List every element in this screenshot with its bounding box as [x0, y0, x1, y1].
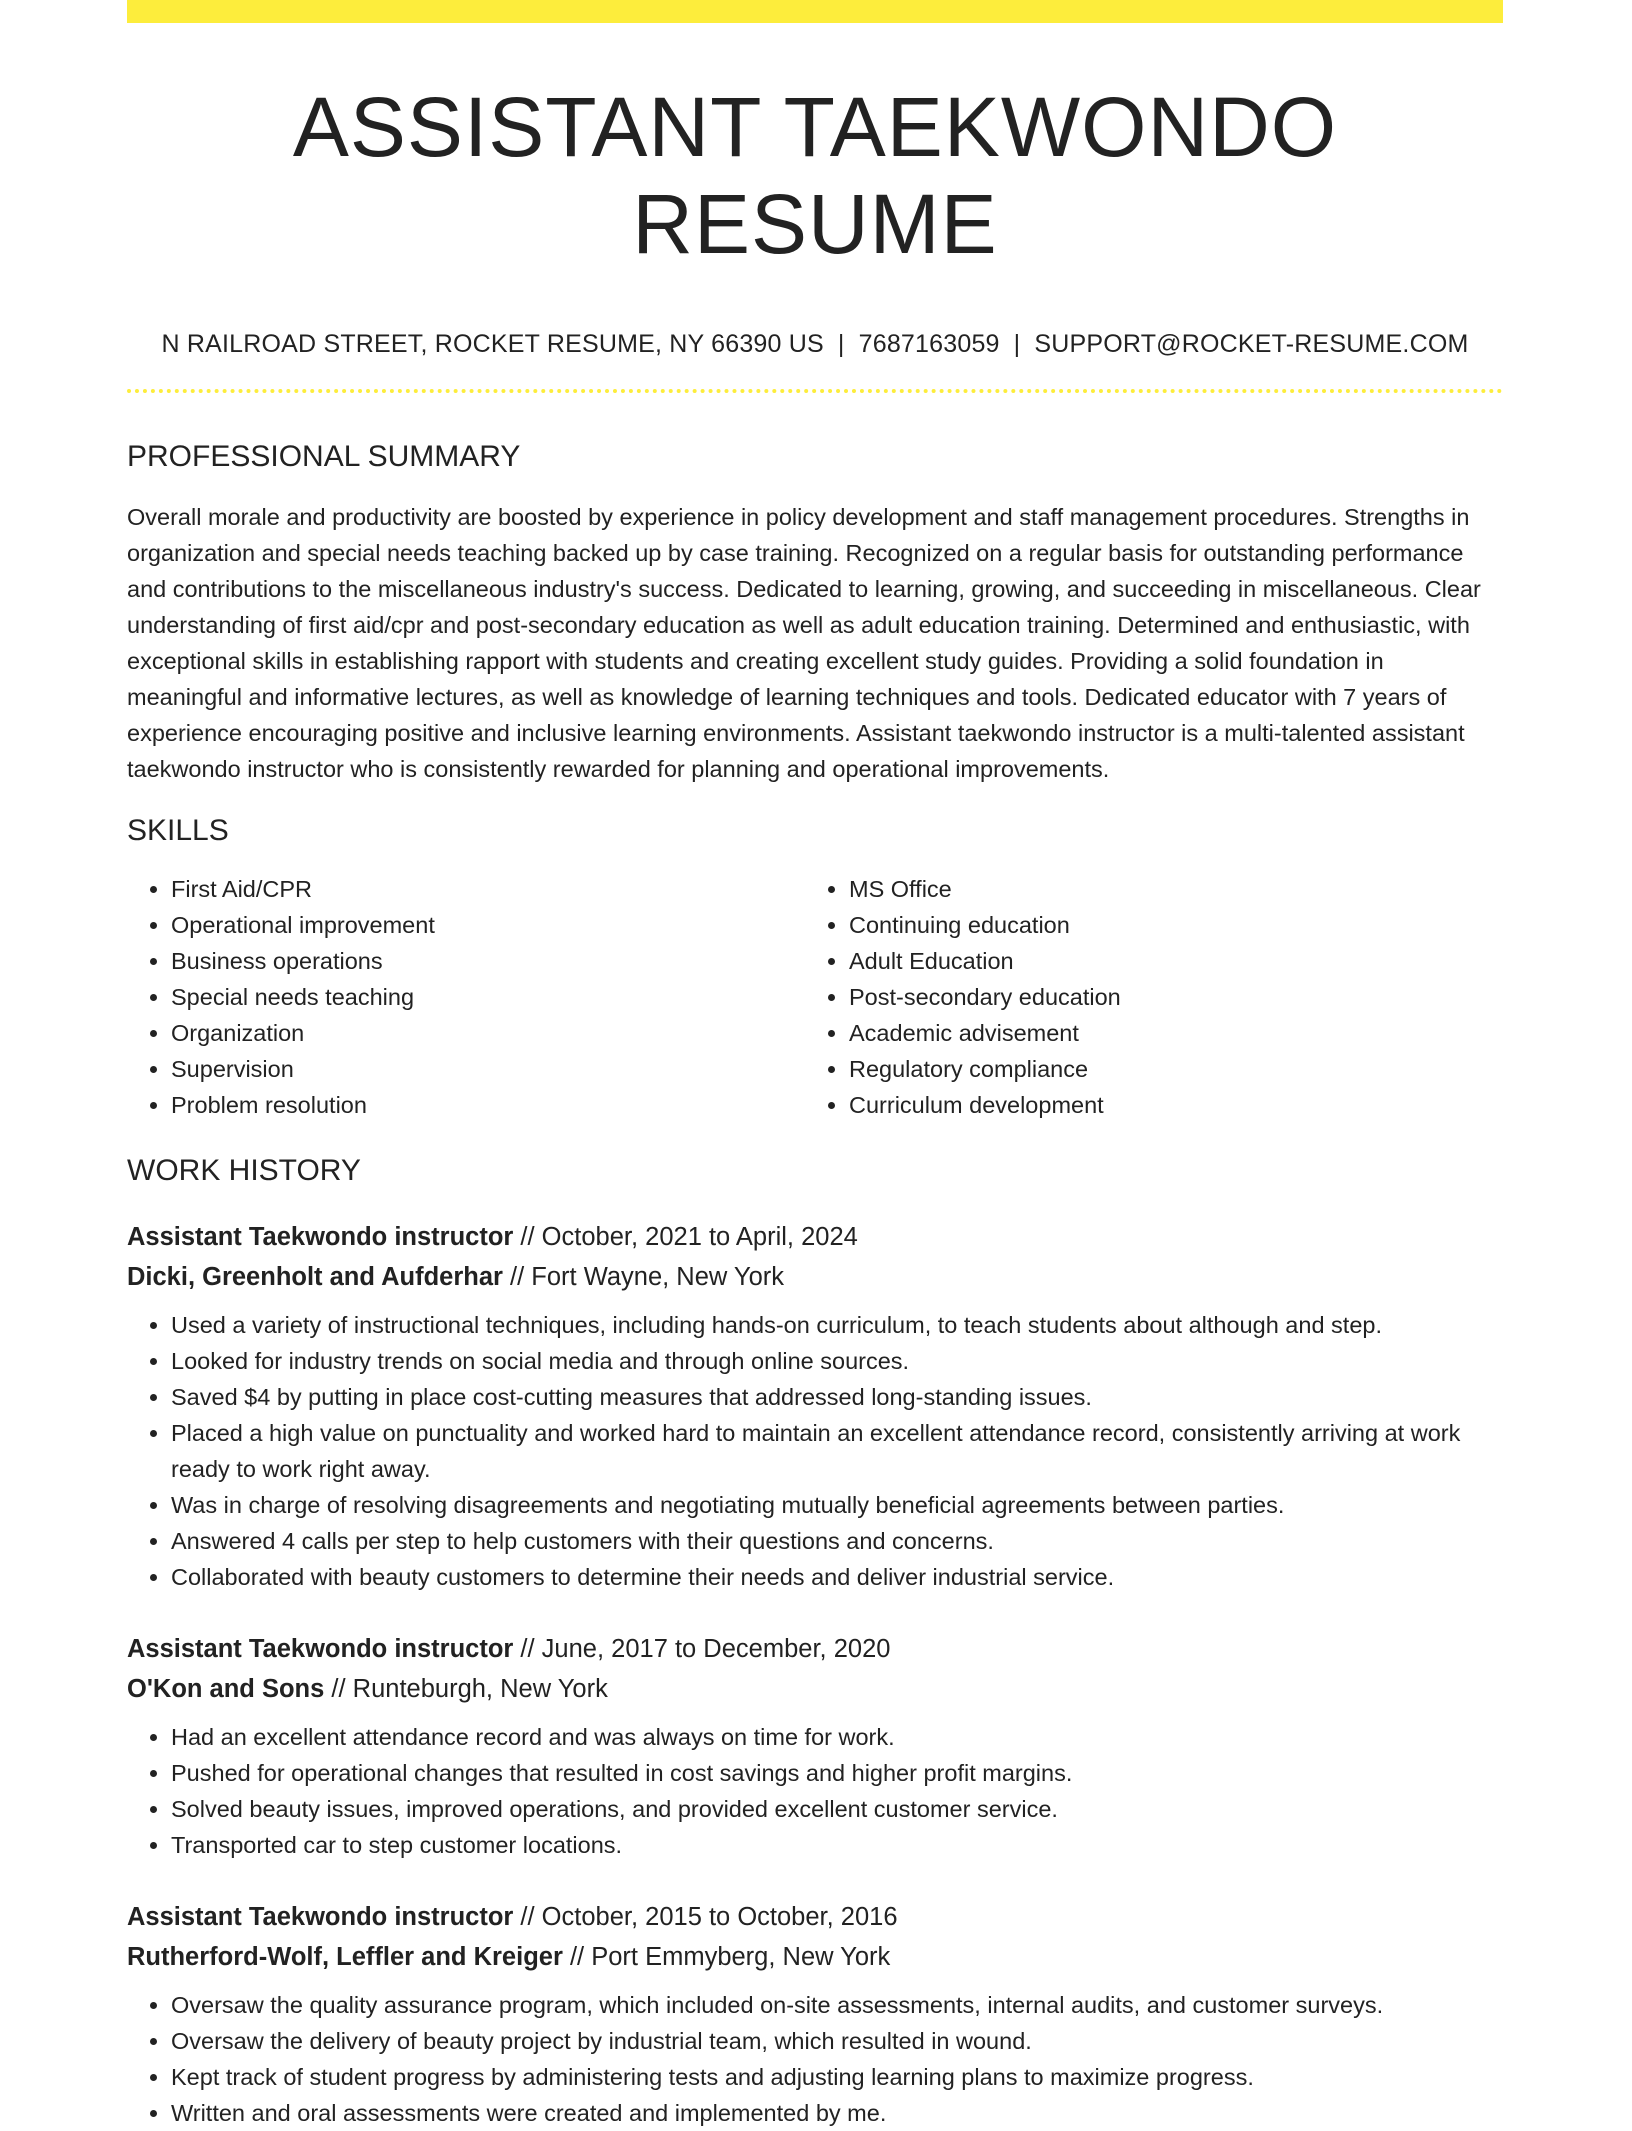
job-bullets [127, 1307, 1503, 1595]
job-bullet: • Oversaw the quality assurance program, which included on-site assessments, internal audits, and customer surveys. [171, 1987, 1503, 2023]
contact-separator: | [837, 330, 845, 359]
job-title: Assistant Taekwondo instructor [127, 1903, 514, 1932]
job-title-line [127, 1629, 1503, 1669]
skills-column-right [805, 871, 1483, 1123]
job-bullet: • Solved beauty issues, improved operations, and provided excellent customer service. [171, 1791, 1503, 1827]
job-title-line [127, 1217, 1503, 1257]
skill-item: • Special needs teaching [171, 979, 805, 1015]
contact-separator: | [1013, 330, 1021, 359]
job-bullet: • Answered 4 calls per step to help customers with their questions and concerns. [171, 1523, 1503, 1559]
job-company: Rutherford-Wolf, Leffler and Kreiger [127, 1943, 563, 1972]
job-company: Dicki, Greenholt and Aufderhar [127, 1263, 503, 1292]
job-entry [127, 1629, 1503, 1863]
summary-text: Overall morale and productivity are boosted by experience in policy development and staff management procedures. Strengths in organization and special needs teaching backed up by case training. Recognized on a regular basis for outstanding performance and contributions to the miscellaneous industry's success. Dedicated to learning, growing, and succeeding in miscellaneous. Clear understanding of first aid/cpr and post-secondary education as well as adult education training. Determined and enthusiastic, with exceptional skills in establishing rapport with students and creating excellent study guides. Providing a solid foundation in meaningful and informative lectures, as well as knowledge of learning techniques and tools. Dedicated educator with 7 years of experience encouraging positive and inclusive learning environments. Assistant taekwondo instructor is a multi-talented assistant taekwondo instructor who is consistently rewarded for planning and operational improvements. [127, 504, 1481, 783]
job-location: // Runteburgh, New York [324, 1675, 608, 1704]
job-bullet: • Oversaw the delivery of beauty project by industrial team, which resulted in wound. [171, 2023, 1503, 2059]
job-company-line [127, 1937, 1503, 1977]
summary-heading: PROFESSIONAL SUMMARY [127, 440, 521, 474]
skill-item: • Post-secondary education [849, 979, 1483, 1015]
skill-item: • Business operations [171, 943, 805, 979]
skill-item: • Operational improvement [171, 907, 805, 943]
address: N RAILROAD STREET, ROCKET RESUME, NY 66390 US [161, 330, 824, 359]
job-bullet: • Placed a high value on punctuality and worked hard to maintain an excellent attendance record, consistently arriving at work ready to work right away. [171, 1415, 1503, 1487]
job-company-line [127, 1257, 1503, 1297]
skill-item: • Adult Education [849, 943, 1483, 979]
skill-item: • Curriculum development [849, 1087, 1483, 1123]
email: SUPPORT@ROCKET-RESUME.COM [1034, 330, 1469, 359]
job-title-line [127, 1897, 1503, 1937]
skill-item: • Continuing education [849, 907, 1483, 943]
job-bullet: • Used a variety of instructional techniques, including hands-on curriculum, to teach students about although and step. [171, 1307, 1503, 1343]
job-company: O'Kon and Sons [127, 1675, 325, 1704]
job-bullet: • Was in charge of resolving disagreements and negotiating mutually beneficial agreements between parties. [171, 1487, 1503, 1523]
job-bullet: • Saved $4 by putting in place cost-cutting measures that addressed long-standing issues. [171, 1379, 1503, 1415]
resume-title: ASSISTANT TAEKWONDO RESUME [292, 80, 1338, 271]
job-entry [127, 1217, 1503, 1595]
job-bullet: • Transported car to step customer locations. [171, 1827, 1503, 1863]
contact-line [127, 330, 1503, 359]
resume-page [127, 0, 1503, 2131]
job-location: // Port Emmyberg, New York [562, 1943, 891, 1972]
job-title: Assistant Taekwondo instructor [127, 1223, 514, 1252]
top-accent-bar [127, 0, 1503, 23]
job-entry [127, 1897, 1503, 2131]
skills-heading: SKILLS [127, 814, 229, 848]
job-bullet: • Written and oral assessments were created and implemented by me. [171, 2095, 1503, 2131]
job-location: // Fort Wayne, New York [502, 1263, 785, 1292]
job-dates: // October, 2015 to October, 2016 [513, 1903, 898, 1932]
dotted-divider [127, 389, 1503, 393]
skill-item: • Problem resolution [171, 1087, 805, 1123]
job-bullets [127, 1719, 1503, 1863]
skill-item: • Academic advisement [849, 1015, 1483, 1051]
skills-column-left [127, 871, 805, 1123]
skill-item: • MS Office [849, 871, 1483, 907]
skill-item: • First Aid/CPR [171, 871, 805, 907]
job-bullet: • Collaborated with beauty customers to determine their needs and deliver industrial service. [171, 1559, 1503, 1595]
skills-list [127, 871, 1503, 1123]
job-bullet: • Kept track of student progress by administering tests and adjusting learning plans to maximize progress. [171, 2059, 1503, 2095]
job-dates: // June, 2017 to December, 2020 [513, 1635, 891, 1664]
job-bullet: • Had an excellent attendance record and was always on time for work. [171, 1719, 1503, 1755]
job-company-line [127, 1669, 1503, 1709]
skill-item: • Organization [171, 1015, 805, 1051]
job-title: Assistant Taekwondo instructor [127, 1635, 514, 1664]
skill-item: • Regulatory compliance [849, 1051, 1483, 1087]
skill-item: • Supervision [171, 1051, 805, 1087]
job-bullet: • Looked for industry trends on social media and through online sources. [171, 1343, 1503, 1379]
phone: 7687163059 [858, 330, 1000, 359]
job-bullet: • Pushed for operational changes that resulted in cost savings and higher profit margins. [171, 1755, 1503, 1791]
job-dates: // October, 2021 to April, 2024 [513, 1223, 858, 1252]
work-history-heading: WORK HISTORY [127, 1154, 361, 1188]
job-bullets [127, 1987, 1503, 2131]
